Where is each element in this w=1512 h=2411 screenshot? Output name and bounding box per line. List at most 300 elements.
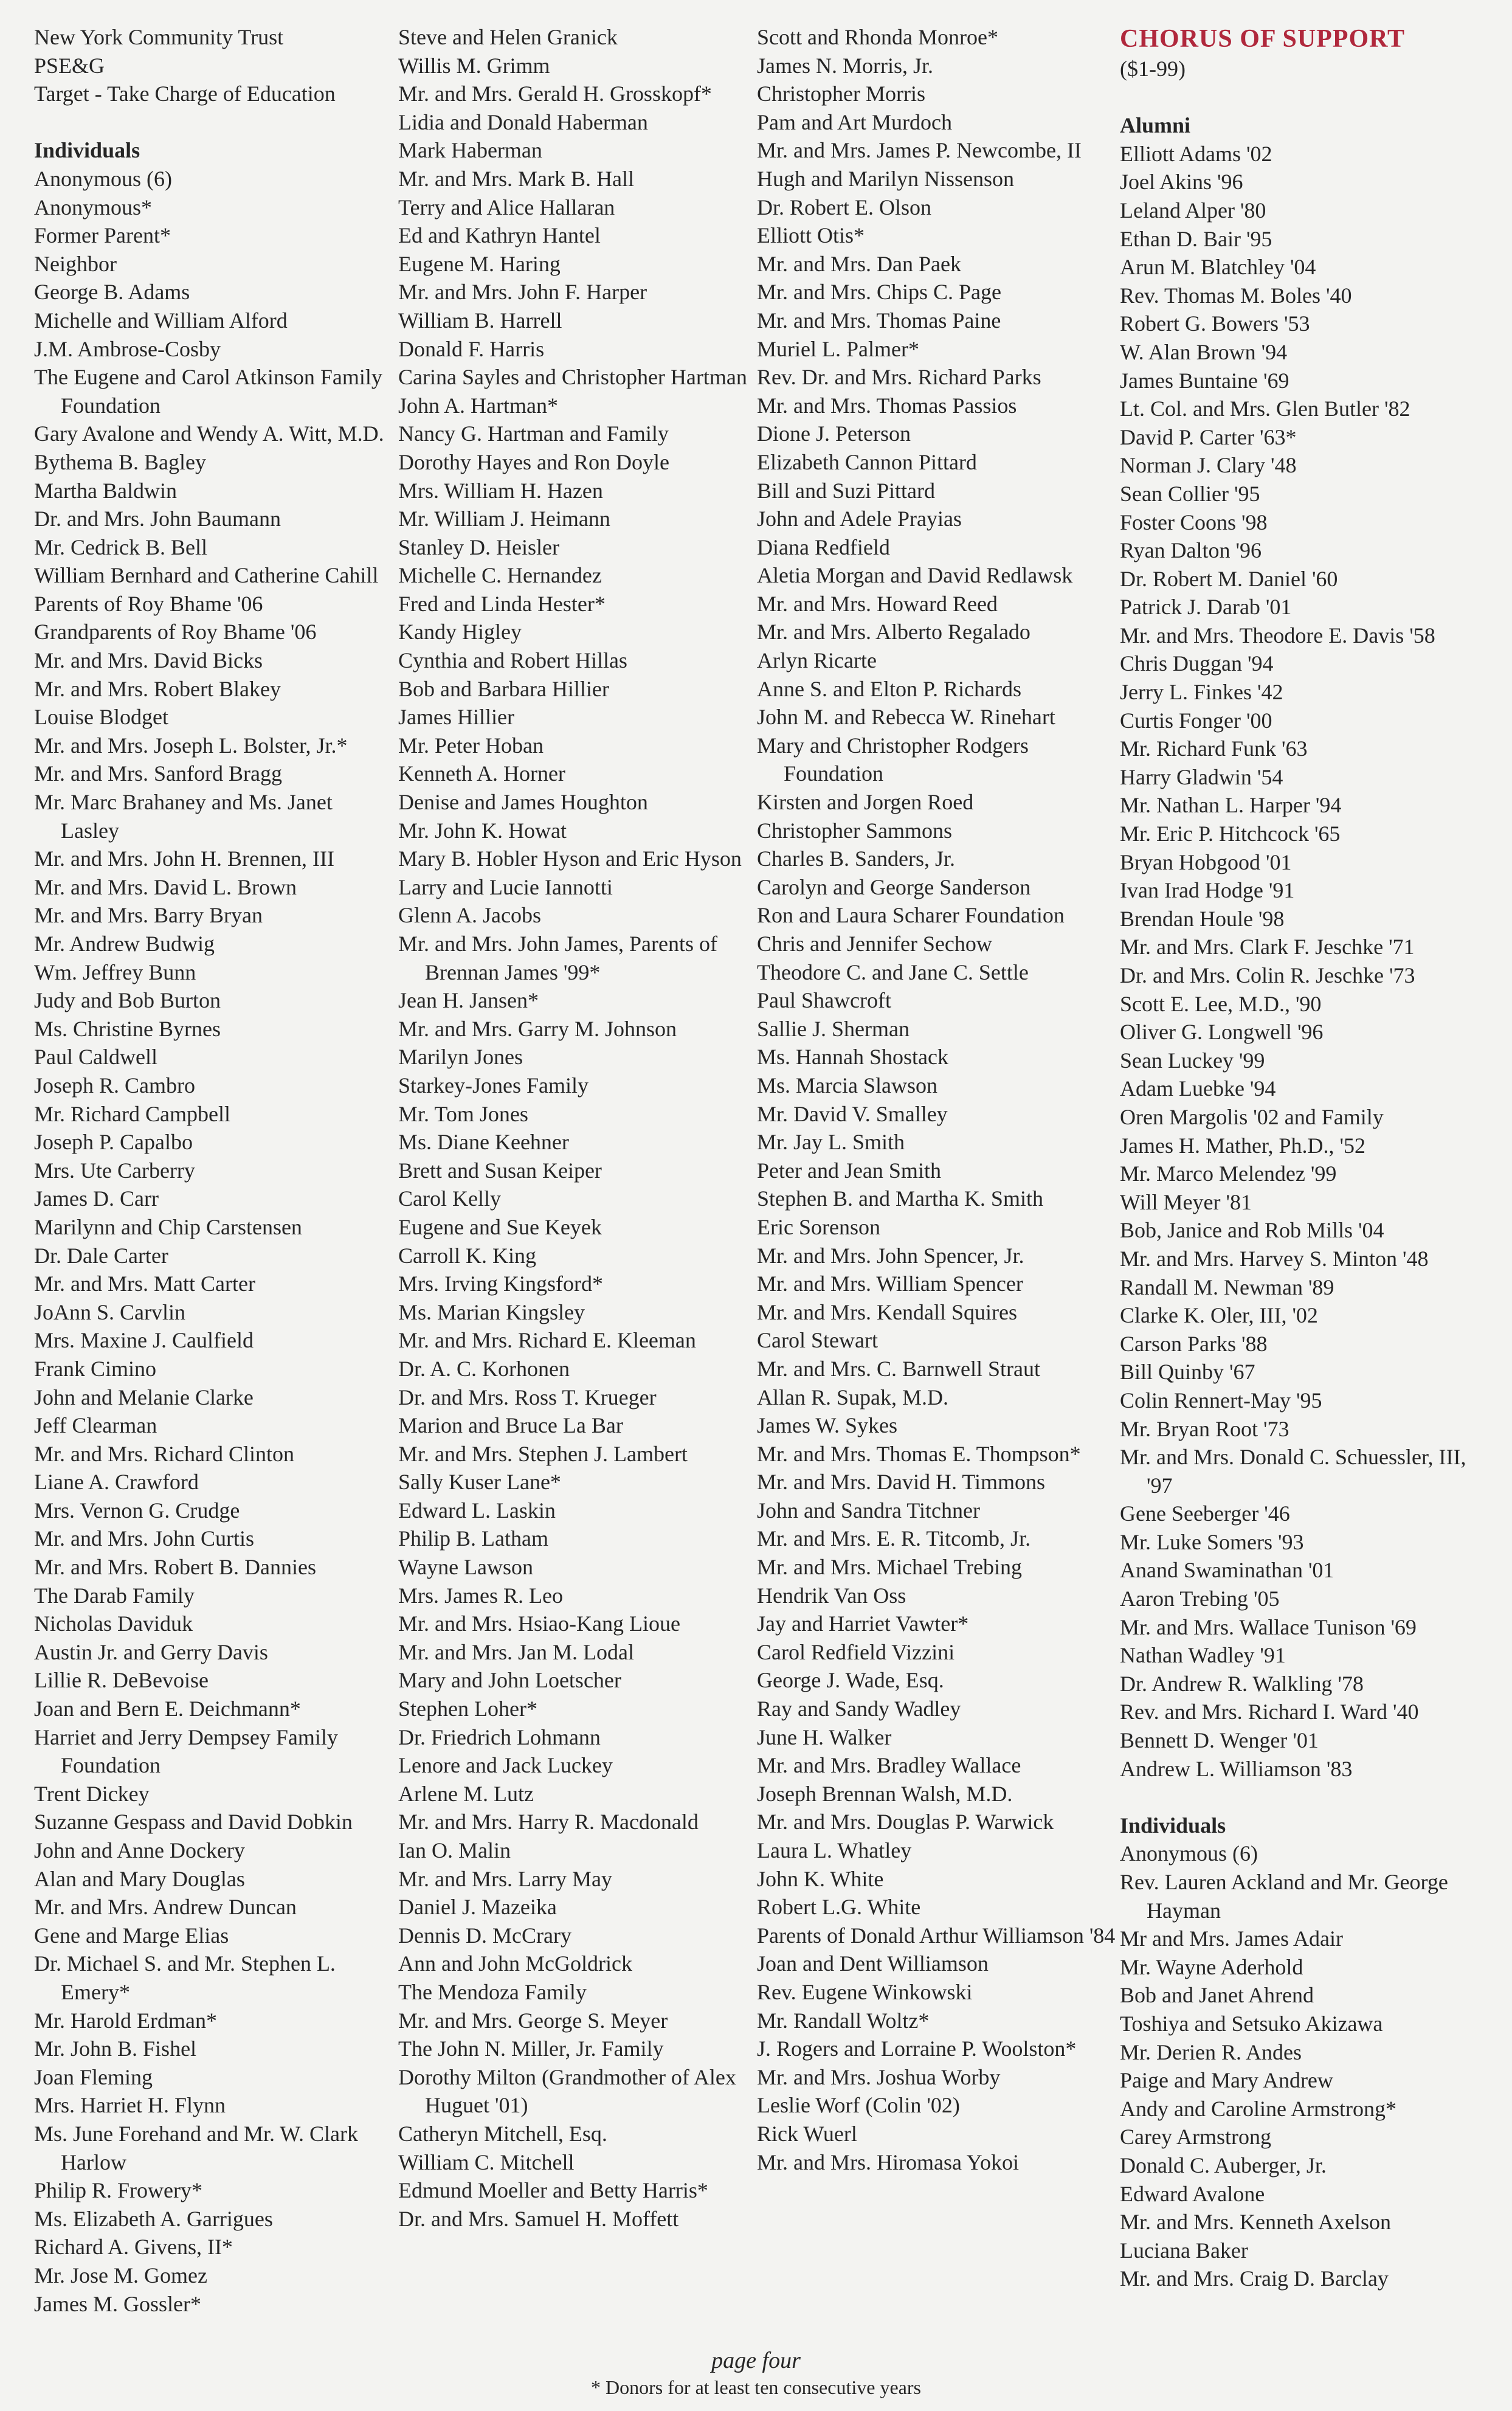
donor-name: Carroll K. King	[398, 1243, 536, 1268]
donor-name: Philip B. Latham	[398, 1526, 548, 1551]
donor-name: Carina Sayles and Christopher Hartman	[398, 365, 747, 390]
donor-name: Mr. Nathan L. Harper '94	[1120, 793, 1342, 818]
donor-name: Dione J. Peterson	[757, 421, 911, 446]
section-spacer	[1120, 83, 1491, 112]
donor-name: Rev. Thomas M. Boles '40	[1120, 283, 1352, 308]
donor-name: Will Meyer '81	[1120, 1189, 1252, 1214]
chorus-amount-range: ($1-99)	[1120, 57, 1186, 81]
donor-name: Anand Swaminathan '01	[1120, 1558, 1334, 1583]
donor-name: Dr. and Mrs. Samuel H. Moffett	[398, 2206, 679, 2231]
donor-name: Bythema B. Bagley	[34, 449, 206, 474]
donor-name: Carol Redfield Vizzini	[757, 1639, 955, 1664]
donor-name: Michelle C. Hernandez	[398, 563, 602, 588]
donor-name: Edward Avalone	[1120, 2181, 1265, 2206]
donor-name: The Darab Family	[34, 1583, 195, 1608]
footnote: * Donors for at least ten consecutive years	[591, 2376, 921, 2398]
donor-name: Mr. and Mrs. Richard E. Kleeman	[398, 1328, 696, 1353]
donor-name: Patrick J. Darab '01	[1120, 595, 1292, 620]
donor-name: Carson Parks '88	[1120, 1331, 1268, 1356]
donor-name: Andrew L. Williamson '83	[1120, 1756, 1353, 1781]
donor-name: Mr. and Mrs. Harry R. Macdonald	[398, 1810, 699, 1835]
donor-name: Mr and Mrs. James Adair	[1120, 1926, 1343, 1951]
donor-name: Mr. Richard Funk '63	[1120, 736, 1308, 761]
donor-name: Rev. Eugene Winkowski	[757, 1979, 973, 2004]
donor-name: Elliott Adams '02	[1120, 141, 1272, 166]
donor-name: Carol Kelly	[398, 1186, 501, 1211]
donor-name: Mr. and Mrs. Andrew Duncan	[34, 1895, 297, 1920]
donor-name: Joel Akins '96	[1120, 170, 1243, 195]
donor-name: Robert G. Bowers '53	[1120, 311, 1310, 336]
donor-name: Mr. and Mrs. James P. Newcombe, II	[757, 138, 1082, 163]
donor-name: Bob and Barbara Hillier	[398, 676, 609, 701]
donor-name: Ed and Kathryn Hantel	[398, 223, 601, 248]
donor-name: Mr. and Mrs. Joseph L. Bolster, Jr.*	[34, 733, 348, 758]
donor-name: Anne S. and Elton P. Richards	[757, 676, 1021, 701]
donor-name: Gene Seeberger '46	[1120, 1501, 1290, 1526]
donor-name: Scott E. Lee, M.D., '90	[1120, 991, 1322, 1016]
donor-name: Eric Sorenson	[757, 1214, 880, 1239]
donor-name: Chris Duggan '94	[1120, 651, 1274, 676]
donor-name: PSE&G	[34, 53, 105, 78]
donor-name: Dr. and Mrs. John Baumann	[34, 507, 281, 531]
donor-name: John and Adele Prayias	[757, 507, 962, 531]
donor-name: Mr. Bryan Root '73	[1120, 1416, 1289, 1441]
donor-name: Mr. and Mrs. Howard Reed	[757, 591, 998, 616]
donor-name: Mr. Jay L. Smith	[757, 1130, 905, 1155]
donor-name: Mr. and Mrs. David Bicks	[34, 648, 263, 673]
donor-name: Paul Shawcroft	[757, 988, 891, 1013]
donor-name: Terry and Alice Hallaran	[398, 195, 615, 220]
donor-name: Michelle and William Alford	[34, 308, 288, 333]
donor-name: Carey Armstrong	[1120, 2125, 1271, 2150]
donor-name: James Buntaine '69	[1120, 368, 1289, 393]
donor-name: Adam Luebke '94	[1120, 1076, 1276, 1101]
donor-name: Mr. Richard Campbell	[34, 1101, 230, 1126]
donor-name: James Hillier	[398, 705, 514, 730]
donor-name: Dennis D. McCrary	[398, 1923, 571, 1948]
donor-name: Mr. John B. Fishel	[34, 2036, 197, 2061]
donor-name: Lt. Col. and Mrs. Glen Butler '82	[1120, 396, 1410, 421]
donor-name: Mr. and Mrs. Craig D. Barclay	[1120, 2266, 1389, 2291]
donor-name: Mr. and Mrs. C. Barnwell Straut	[757, 1356, 1040, 1381]
donor-name: The Eugene and Carol Atkinson Family Foundation	[34, 365, 382, 418]
donor-name: Harriet and Jerry Dempsey Family Foundation	[34, 1724, 338, 1778]
donor-name: John K. White	[757, 1866, 884, 1891]
donor-name: Stephen B. and Martha K. Smith	[757, 1186, 1043, 1211]
donor-name: Ms. Marian Kingsley	[398, 1299, 585, 1324]
donor-name: Mr. Andrew Budwig	[34, 932, 215, 956]
donor-name: Mr. and Mrs. Hsiao-Kang Lioue	[398, 1611, 680, 1636]
donor-name: Ms. June Forehand and Mr. W. Clark Harlow	[34, 2121, 358, 2174]
donor-name: Christopher Sammons	[757, 818, 952, 843]
donor-name: Mary B. Hobler Hyson and Eric Hyson	[398, 846, 742, 871]
donor-name: Mr. Jose M. Gomez	[34, 2263, 207, 2288]
donor-name: Luciana Baker	[1120, 2238, 1248, 2263]
donor-name: Mr. and Mrs. Robert Blakey	[34, 676, 281, 701]
donor-name: Sean Collier '95	[1120, 481, 1260, 506]
donor-name: Arlene M. Lutz	[398, 1781, 534, 1806]
donor-name: Catheryn Mitchell, Esq.	[398, 2121, 607, 2146]
donor-name: Bill and Suzi Pittard	[757, 478, 935, 503]
donor-name: Larry and Lucie Iannotti	[398, 874, 613, 899]
donor-name: Dr. Friedrich Lohmann	[398, 1724, 601, 1749]
section-heading: Individuals	[34, 138, 140, 163]
donor-name: Ryan Dalton '96	[1120, 538, 1262, 563]
donor-name: Carolyn and George Sanderson	[757, 874, 1031, 899]
donor-name: Mr. David V. Smalley	[757, 1101, 948, 1126]
donor-name: Mrs. Maxine J. Caulfield	[34, 1328, 254, 1353]
donor-name: Marilyn Jones	[398, 1045, 523, 1070]
donor-name: Randall M. Newman '89	[1120, 1275, 1334, 1299]
donor-column-3	[757, 23, 1116, 2176]
donor-name: Mr. and Mrs. David H. Timmons	[757, 1470, 1046, 1495]
donor-name: Mrs. Ute Carberry	[34, 1158, 195, 1183]
donor-name: Dr. Andrew R. Walkling '78	[1120, 1671, 1364, 1696]
donor-name: Mr. Eric P. Hitchcock '65	[1120, 822, 1341, 846]
donor-name: Dorothy Hayes and Ron Doyle	[398, 449, 669, 474]
donor-name: Edmund Moeller and Betty Harris*	[398, 2178, 708, 2203]
donor-name: Mr. Tom Jones	[398, 1101, 528, 1126]
donor-name: Trent Dickey	[34, 1781, 150, 1806]
donor-name: Glenn A. Jacobs	[398, 903, 541, 928]
donor-name: David P. Carter '63*	[1120, 424, 1297, 449]
donor-name: James N. Morris, Jr.	[757, 53, 933, 78]
donor-name: Ray and Sandy Wadley	[757, 1697, 961, 1721]
donor-name: Mr. and Mrs. Hiromasa Yokoi	[757, 2150, 1020, 2174]
donor-name: Mr. and Mrs. Wallace Tunison '69	[1120, 1614, 1417, 1639]
donor-name: Mr. William J. Heimann	[398, 507, 610, 531]
section-heading: Individuals	[1120, 1813, 1226, 1838]
donor-name: Nancy G. Hartman and Family	[398, 421, 669, 446]
donor-name: Dr. and Mrs. Ross T. Krueger	[398, 1385, 657, 1410]
donor-name: Kirsten and Jorgen Roed	[757, 790, 974, 815]
donor-name: Former Parent*	[34, 223, 171, 248]
donor-name: Mr. Marc Brahaney and Ms. Janet Lasley	[34, 790, 333, 843]
donor-name: Sallie J. Sherman	[757, 1016, 910, 1041]
donor-name: Gene and Marge Elias	[34, 1923, 229, 1948]
donor-name: Toshiya and Setsuko Akizawa	[1120, 2011, 1383, 2036]
donor-name: Leland Alper '80	[1120, 198, 1266, 223]
donor-name: Mr. and Mrs. Douglas P. Warwick	[757, 1810, 1054, 1835]
donor-name: Mr. and Mrs. John H. Brennen, III	[34, 846, 334, 871]
donor-name: Stephen Loher*	[398, 1697, 537, 1721]
donor-name: Bob and Janet Ahrend	[1120, 1983, 1314, 2008]
donor-name: Dorothy Milton (Grandmother of Alex Huguet '01)	[398, 2064, 736, 2118]
donor-name: Dr. Michael S. and Mr. Stephen L. Emery*	[34, 1951, 336, 2004]
donor-name: Mr. Marco Melendez '99	[1120, 1161, 1337, 1186]
donor-name: Mr. John K. Howat	[398, 818, 567, 843]
donor-name: Ian O. Malin	[398, 1838, 511, 1863]
donor-name: Rev. Dr. and Mrs. Richard Parks	[757, 365, 1041, 390]
donor-name: Grandparents of Roy Bhame '06	[34, 620, 317, 645]
donor-name: Mrs. James R. Leo	[398, 1583, 563, 1608]
donor-name: Parents of Donald Arthur Williamson '84	[757, 1923, 1116, 1948]
section-heading: Alumni	[1120, 113, 1191, 138]
donor-name: Mr. and Mrs. David L. Brown	[34, 874, 297, 899]
donor-name: Aletia Morgan and David Redlawsk	[757, 563, 1073, 588]
donor-name: Joseph R. Cambro	[34, 1073, 195, 1098]
donor-name: Mr. and Mrs. Donald C. Schuessler, III, '97	[1120, 1445, 1466, 1498]
donor-name: Aaron Trebing '05	[1120, 1586, 1280, 1611]
donor-name: Mr. and Mrs. Joshua Worby	[757, 2064, 1001, 2089]
donor-name: Ms. Marcia Slawson	[757, 1073, 937, 1098]
donor-name: Elliott Otis*	[757, 223, 865, 248]
donor-name: Jay and Harriet Vawter*	[757, 1611, 969, 1636]
donor-name: Bob, Janice and Rob Mills '04	[1120, 1218, 1384, 1243]
donor-name: Steve and Helen Granick	[398, 25, 618, 49]
donor-name: Neighbor	[34, 251, 117, 276]
donor-name: Andy and Caroline Armstrong*	[1120, 2096, 1396, 2121]
donor-name: Mr. and Mrs. Matt Carter	[34, 1271, 255, 1296]
donor-name: Mr. and Mrs. Bradley Wallace	[757, 1753, 1021, 1778]
donor-name: Ethan D. Bair '95	[1120, 226, 1272, 251]
donor-name: Brendan Houle '98	[1120, 906, 1285, 931]
donor-name: Dr. Robert E. Olson	[757, 195, 931, 220]
donor-name: Mrs. Vernon G. Crudge	[34, 1498, 240, 1523]
donor-name: Mr. Derien R. Andes	[1120, 2039, 1302, 2064]
donor-name: New York Community Trust	[34, 25, 284, 49]
donor-name: Mr. and Mrs. Jan M. Lodal	[398, 1639, 634, 1664]
donor-name: Daniel J. Mazeika	[398, 1895, 557, 1920]
donor-name: Judy and Bob Burton	[34, 988, 221, 1013]
donor-name: Mr. and Mrs. Richard Clinton	[34, 1441, 294, 1466]
donor-name: Martha Baldwin	[34, 478, 177, 503]
donor-name: John and Anne Dockery	[34, 1838, 245, 1863]
donor-column-1	[34, 23, 387, 2318]
donor-name: Mr. and Mrs. John Spencer, Jr.	[757, 1243, 1024, 1268]
donor-name: Jean H. Jansen*	[398, 988, 539, 1013]
donor-name: J.M. Ambrose-Cosby	[34, 336, 221, 361]
donor-name: Mr. Luke Somers '93	[1120, 1529, 1304, 1554]
donor-name: Lenore and Jack Luckey	[398, 1753, 613, 1778]
donor-name: Rev. Lauren Ackland and Mr. George Hayman	[1120, 1870, 1448, 1923]
donor-name: Harry Gladwin '54	[1120, 764, 1283, 789]
donor-name: Liane A. Crawford	[34, 1470, 199, 1495]
donor-name: John and Melanie Clarke	[34, 1385, 254, 1410]
donor-name: William Bernhard and Catherine Cahill	[34, 563, 379, 588]
section-spacer	[34, 108, 387, 137]
donor-name: Mr. and Mrs. John Curtis	[34, 1526, 255, 1551]
donor-name: Carol Stewart	[757, 1328, 878, 1353]
donor-name: Wayne Lawson	[398, 1555, 534, 1580]
donor-name: Mr. and Mrs. William Spencer	[757, 1271, 1023, 1296]
donor-name: Elizabeth Cannon Pittard	[757, 449, 977, 474]
donor-name: Leslie Worf (Colin '02)	[757, 2093, 960, 2118]
donor-name: James D. Carr	[34, 1186, 159, 1211]
donor-name: Sally Kuser Lane*	[398, 1470, 561, 1495]
donor-name: Mr. and Mrs. Sanford Bragg	[34, 761, 282, 786]
donor-name: Hendrik Van Oss	[757, 1583, 906, 1608]
donor-name: Stanley D. Heisler	[398, 534, 559, 559]
donor-name: Colin Rennert-May '95	[1120, 1388, 1322, 1413]
donor-name: Richard A. Givens, II*	[34, 2235, 233, 2260]
donor-name: Mrs. Harriet H. Flynn	[34, 2093, 226, 2118]
donor-name: James H. Mather, Ph.D., '52	[1120, 1133, 1365, 1158]
donor-name: Wm. Jeffrey Bunn	[34, 960, 196, 984]
donor-name: Arun M. Blatchley '04	[1120, 255, 1316, 280]
donor-name: Mr. and Mrs. Chips C. Page	[757, 280, 1002, 305]
donor-name: Hugh and Marilyn Nissenson	[757, 166, 1014, 191]
donor-name: James W. Sykes	[757, 1413, 898, 1438]
donor-name: Ms. Hannah Shostack	[757, 1045, 948, 1070]
donor-name: Bill Quinby '67	[1120, 1360, 1255, 1385]
donor-name: Kandy Higley	[398, 620, 522, 645]
donor-name: Diana Redfield	[757, 534, 890, 559]
donor-name: Anonymous (6)	[1120, 1841, 1258, 1866]
donor-name: Pam and Art Murdoch	[757, 109, 952, 134]
donor-name: Mr. and Mrs. E. R. Titcomb, Jr.	[757, 1526, 1031, 1551]
donor-name: Gary Avalone and Wendy A. Witt, M.D.	[34, 421, 384, 446]
donor-name: Mr. Wayne Aderhold	[1120, 1954, 1303, 1979]
donor-name: George B. Adams	[34, 280, 190, 305]
donor-name: Paul Caldwell	[34, 1045, 157, 1070]
donor-name: Joan and Dent Williamson	[757, 1951, 989, 1976]
donor-name: Dr. A. C. Korhonen	[398, 1356, 570, 1381]
donor-name: Mrs. William H. Hazen	[398, 478, 603, 503]
donor-name: Mr. and Mrs. Thomas Paine	[757, 308, 1001, 333]
donor-name: Ron and Laura Scharer Foundation	[757, 903, 1065, 928]
donor-name: John and Sandra Titchner	[757, 1498, 980, 1523]
donor-name: Alan and Mary Douglas	[34, 1866, 245, 1891]
donor-name: Mr. and Mrs. George S. Meyer	[398, 2008, 668, 2033]
donor-name: Eugene and Sue Keyek	[398, 1214, 602, 1239]
donor-name: Louise Blodget	[34, 705, 168, 730]
donor-name: Mr. and Mrs. Dan Paek	[757, 251, 961, 276]
page-label: page four	[711, 2348, 801, 2373]
donor-name: Bryan Hobgood '01	[1120, 849, 1292, 874]
donor-name: Ann and John McGoldrick	[398, 1951, 632, 1976]
donor-name: Target - Take Charge of Education	[34, 81, 336, 106]
donor-name: Mr. and Mrs. Theodore E. Davis '58	[1120, 623, 1435, 648]
donor-name: Arlyn Ricarte	[757, 648, 877, 673]
donor-name: Clarke K. Oler, III, '02	[1120, 1303, 1318, 1328]
donor-name: Marilynn and Chip Carstensen	[34, 1214, 302, 1239]
donor-name: JoAnn S. Carvlin	[34, 1299, 186, 1324]
donor-name: Philip R. Frowery*	[34, 2178, 203, 2203]
donor-name: Foster Coons '98	[1120, 510, 1268, 534]
donor-name: Laura L. Whatley	[757, 1838, 912, 1863]
donor-name: Joseph P. Capalbo	[34, 1130, 193, 1155]
donor-name: Ms. Diane Keehner	[398, 1130, 569, 1155]
donor-name: William C. Mitchell	[398, 2150, 575, 2174]
donor-name: Curtis Fonger '00	[1120, 708, 1272, 733]
donor-name: Kenneth A. Horner	[398, 761, 565, 786]
donor-name: Joan Fleming	[34, 2064, 153, 2089]
donor-name: Mr. and Mrs. Kendall Squires	[757, 1299, 1017, 1324]
donor-name: Denise and James Houghton	[398, 790, 648, 815]
donor-name: Mr. Randall Woltz*	[757, 2008, 930, 2033]
donor-name: J. Rogers and Lorraine P. Woolston*	[757, 2036, 1077, 2061]
donor-name: Ms. Christine Byrnes	[34, 1016, 221, 1041]
donor-column-2	[398, 23, 757, 2233]
donor-name: Mr. and Mrs. John F. Harper	[398, 280, 647, 305]
donor-name: Brett and Susan Keiper	[398, 1158, 602, 1183]
donor-name: Mr. and Mrs. Thomas E. Thompson*	[757, 1441, 1081, 1466]
donor-name: The John N. Miller, Jr. Family	[398, 2036, 664, 2061]
donor-name: Frank Cimino	[34, 1356, 157, 1381]
donor-name: Theodore C. and Jane C. Settle	[757, 960, 1029, 984]
donor-name: Fred and Linda Hester*	[398, 591, 606, 616]
donor-name: Mr. and Mrs. Harvey S. Minton '48	[1120, 1246, 1429, 1271]
donor-name: James M. Gossler*	[34, 2291, 201, 2316]
donor-name: Chris and Jennifer Sechow	[757, 932, 992, 956]
donor-name: Christopher Morris	[757, 81, 925, 106]
donor-name: Paige and Mary Andrew	[1120, 2068, 1333, 2093]
chorus-of-support-heading: CHORUS OF SUPPORT	[1120, 25, 1405, 53]
donor-name: Mr. and Mrs. Robert B. Dannies	[34, 1555, 316, 1580]
donor-name: Lillie R. DeBevoise	[34, 1668, 209, 1693]
donor-name: Lidia and Donald Haberman	[398, 109, 648, 134]
donor-name: June H. Walker	[757, 1724, 892, 1749]
donor-name: Starkey-Jones Family	[398, 1073, 589, 1098]
donor-name: Ivan Irad Hodge '91	[1120, 878, 1295, 903]
donor-name: Muriel L. Palmer*	[757, 336, 919, 361]
donor-name: Parents of Roy Bhame '06	[34, 591, 263, 616]
donor-name: Austin Jr. and Gerry Davis	[34, 1639, 268, 1664]
donor-name: Mr. and Mrs. Stephen J. Lambert	[398, 1441, 688, 1466]
donor-name: Ms. Elizabeth A. Garrigues	[34, 2206, 273, 2231]
donor-name: Dr. and Mrs. Colin R. Jeschke '73	[1120, 963, 1415, 988]
donor-name: Jeff Clearman	[34, 1413, 157, 1438]
donor-name: Sean Luckey '99	[1120, 1048, 1265, 1073]
donor-name: George J. Wade, Esq.	[757, 1668, 944, 1693]
donor-name: Dr. Dale Carter	[34, 1243, 168, 1268]
donor-name: Mr. Cedrick B. Bell	[34, 534, 207, 559]
donor-column-4	[1120, 23, 1491, 2293]
donor-name: Anonymous (6)	[34, 166, 172, 191]
donor-name: Anonymous*	[34, 195, 153, 220]
donor-name: Mr. Peter Hoban	[398, 733, 544, 758]
donor-name: The Mendoza Family	[398, 1979, 587, 2004]
donor-name: Joseph Brennan Walsh, M.D.	[757, 1781, 1013, 1806]
donor-name: Jerry L. Finkes '42	[1120, 680, 1283, 705]
donor-name: Suzanne Gespass and David Dobkin	[34, 1810, 353, 1835]
donor-name: Mr. and Mrs. Garry M. Johnson	[398, 1016, 677, 1041]
donor-name: Norman J. Clary '48	[1120, 453, 1297, 478]
donor-name: Mr. and Mrs. Thomas Passios	[757, 393, 1017, 418]
donor-name: Donald C. Auberger, Jr.	[1120, 2153, 1327, 2178]
donor-name: Mr. and Mrs. Clark F. Jeschke '71	[1120, 935, 1415, 960]
donor-name: John A. Hartman*	[398, 393, 558, 418]
donor-name: Mark Haberman	[398, 138, 542, 163]
donor-name: Mrs. Irving Kingsford*	[398, 1271, 603, 1296]
donor-name: Scott and Rhonda Monroe*	[757, 25, 998, 49]
donor-name: Willis M. Grimm	[398, 53, 550, 78]
donor-name: W. Alan Brown '94	[1120, 339, 1288, 364]
donor-name: Eugene M. Haring	[398, 251, 561, 276]
donor-name: Bennett D. Wenger '01	[1120, 1728, 1319, 1753]
donor-name: Dr. Robert M. Daniel '60	[1120, 566, 1338, 591]
donor-name: Mary and John Loetscher	[398, 1668, 621, 1693]
donor-name: Allan R. Supak, M.D.	[757, 1385, 948, 1410]
donor-name: Mr. and Mrs. Gerald H. Grosskopf*	[398, 81, 712, 106]
donor-name: Oliver G. Longwell '96	[1120, 1020, 1324, 1045]
donor-name: Rick Wuerl	[757, 2121, 857, 2146]
donor-name: Mr. and Mrs. Michael Trebing	[757, 1555, 1022, 1580]
donor-name: Mr. and Mrs. Kenneth Axelson	[1120, 2210, 1391, 2235]
donor-name: John M. and Rebecca W. Rinehart	[757, 705, 1055, 730]
donor-name: William B. Harrell	[398, 308, 562, 333]
donor-name: Mr. and Mrs. Mark B. Hall	[398, 166, 634, 191]
donor-name: Peter and Jean Smith	[757, 1158, 941, 1183]
donor-name: Mr. and Mrs. Alberto Regalado	[757, 620, 1030, 645]
donor-name: Marion and Bruce La Bar	[398, 1413, 623, 1438]
donor-name: Mr. and Mrs. John James, Parents of Brennan James '99*	[398, 932, 717, 984]
donor-name: Joan and Bern E. Deichmann*	[34, 1697, 301, 1721]
donor-name: Mr. and Mrs. Larry May	[398, 1866, 612, 1891]
donor-name: Charles B. Sanders, Jr.	[757, 846, 955, 871]
donor-name: Nicholas Daviduk	[34, 1611, 193, 1636]
